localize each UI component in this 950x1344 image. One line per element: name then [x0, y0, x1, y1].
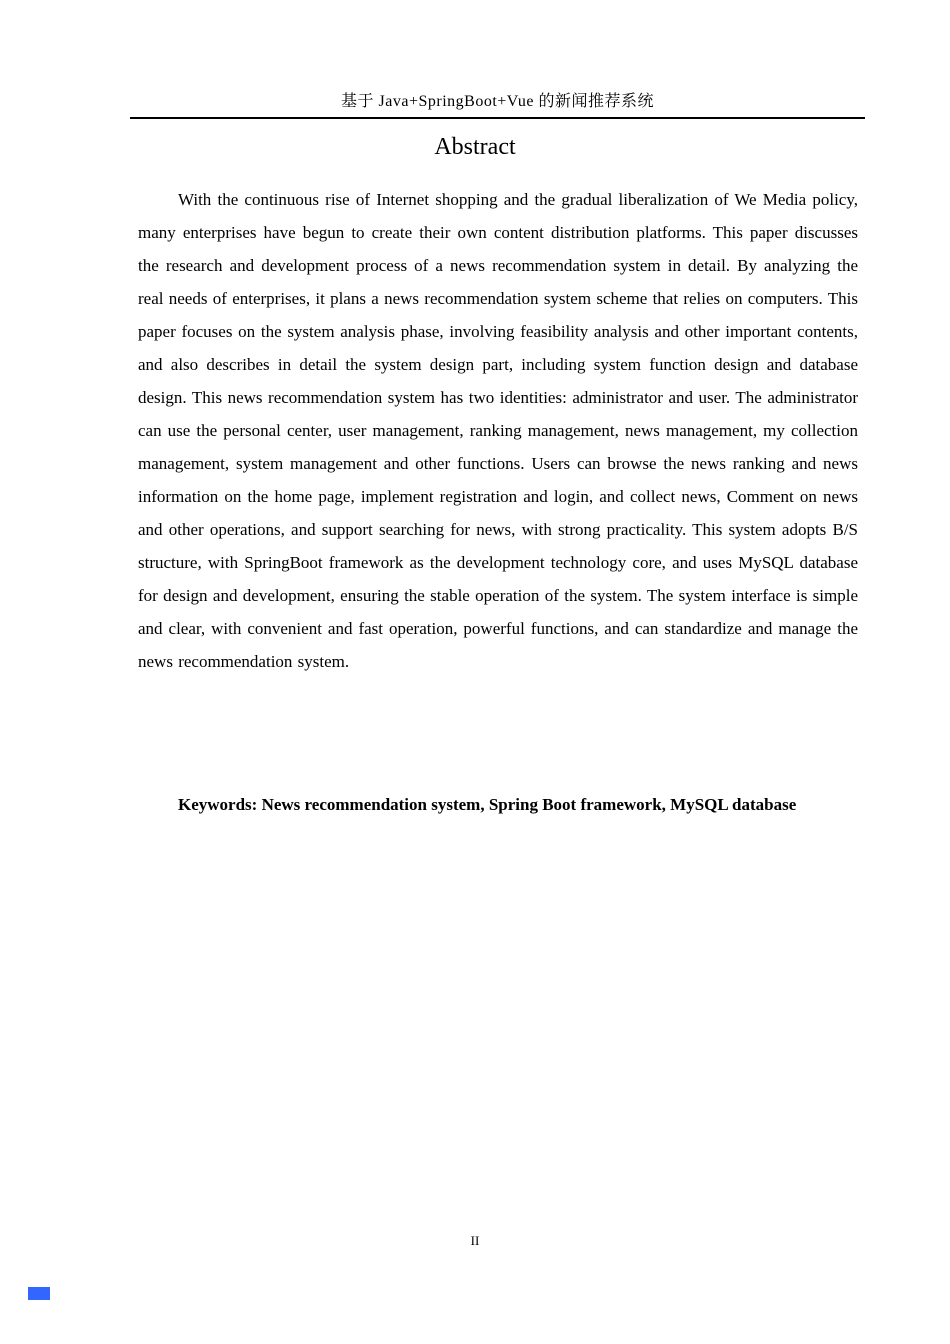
page-number: II: [470, 1233, 480, 1248]
page-header: [130, 88, 865, 119]
abstract-title: Abstract: [434, 134, 516, 160]
abstract-body: With the continuous rise of Internet shopping and the gradual liberalization of We Media policy, many enterprises have begun to create their own content distribution platforms. This paper discusses the research and development process of a news recommendation system in detail. By analyzing the real needs of enterprises, it plans a news recommendation system scheme that relies on computers. This paper focuses on the system analysis phase, involving feasibility analysis and other important contents, and also describes in detail the system design part, including system function design and database design. This news recommendation system has two identities: administrator and user. The administrator can use the personal center, user management, ranking management, news management, my collection management, system management and other functions. Users can browse the news ranking and news information on the home page, implement registration and login, and collect news, Comment on news and other operations, and support searching for news, with strong practicality. This system adopts B/S structure, with SpringBoot framework as the development technology core, and uses MySQL database for design and development, ensuring the stable operation of the system. The system interface is simple and clear, with convenient and fast operation, powerful functions, and can standardize and manage the news recommendation system.: [138, 190, 858, 671]
corner-mark: [28, 1287, 50, 1300]
header-title: 基于 Java+SpringBoot+Vue 的新闻推荐系统: [341, 93, 654, 110]
keywords-line: Keywords: News recommendation system, Spring Boot framework, MySQL database: [178, 795, 797, 814]
